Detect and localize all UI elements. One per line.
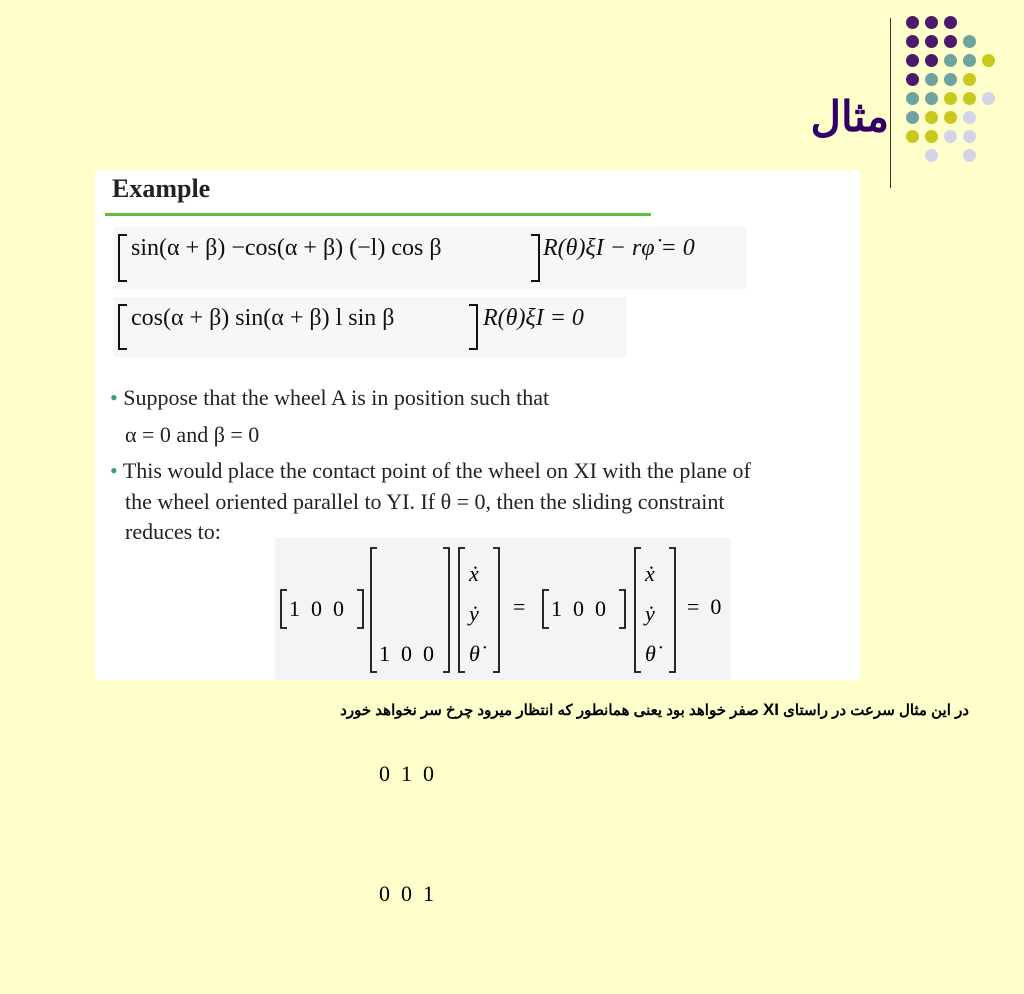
state-y-dot: ẏ — [645, 601, 655, 626]
state-theta-dot: θ̇ — [645, 641, 656, 666]
state-vector-left — [469, 554, 480, 674]
persian-footnote — [340, 700, 969, 720]
state-x-dot: ẋ — [645, 561, 655, 586]
equals-zero — [687, 594, 721, 620]
eq2-row-vector: cos(α + β) sin(α + β) l sin β — [131, 305, 395, 331]
title-divider — [890, 18, 891, 188]
rolling-constraint-equation — [113, 227, 747, 289]
identity-row-3: 0 0 1 — [379, 881, 434, 906]
bullet-marker: • — [110, 385, 118, 410]
identity-matrix — [379, 554, 434, 994]
identity-row-2: 0 1 0 — [379, 761, 434, 786]
sliding-constraint-equation — [113, 297, 627, 357]
footnote-xi-symbol: XI — [762, 700, 779, 719]
equals-sign-2: = — [687, 594, 700, 619]
slide-title: مثال — [810, 93, 889, 140]
bullet-1-line-1: Suppose that the wheel A is in position such that — [123, 385, 550, 410]
row-vector-right: 1 0 0 — [551, 596, 606, 621]
bullet-2-line-2: the wheel oriented parallel to YI. If θ = 0, then the sliding constraint — [125, 489, 725, 514]
state-x-dot: ẋ — [469, 561, 479, 586]
row-vector-left: 1 0 0 — [289, 596, 344, 621]
eq1-rhs: R(θ)ξ̇I − rφ̇ = 0 — [543, 235, 695, 261]
state-y-dot: ẏ — [469, 601, 479, 626]
footnote-part-2: صفر خواهد بود یعنی همانطور که انتظار میرود چرخ سر نخواهد خورد — [340, 702, 759, 719]
bullet-2 — [110, 455, 751, 486]
eq2-rhs: R(θ)ξ̇I = 0 — [483, 305, 584, 331]
example-heading: Example — [112, 174, 211, 203]
bullet-2-line-3: reduces to: — [125, 519, 221, 544]
state-vector-right — [645, 554, 656, 674]
bullet-1-line-2: α = 0 and β = 0 — [125, 422, 260, 447]
bullet-2-line-1: This would place the contact point of the wheel on XI with the plane of — [122, 458, 751, 483]
heading-underline — [105, 213, 651, 216]
bullet-marker: • — [110, 458, 118, 483]
footnote-part-1: در این مثال سرعت در راستای — [783, 702, 969, 719]
equals-sign-1: = — [513, 594, 526, 619]
state-theta-dot: θ̇ — [469, 641, 480, 666]
eq1-row-vector: sin(α + β) −cos(α + β) (−l) cos β — [131, 235, 442, 261]
zero-value: 0 — [710, 594, 722, 619]
bullet-1 — [110, 382, 549, 413]
identity-row-1: 1 0 0 — [379, 641, 434, 666]
